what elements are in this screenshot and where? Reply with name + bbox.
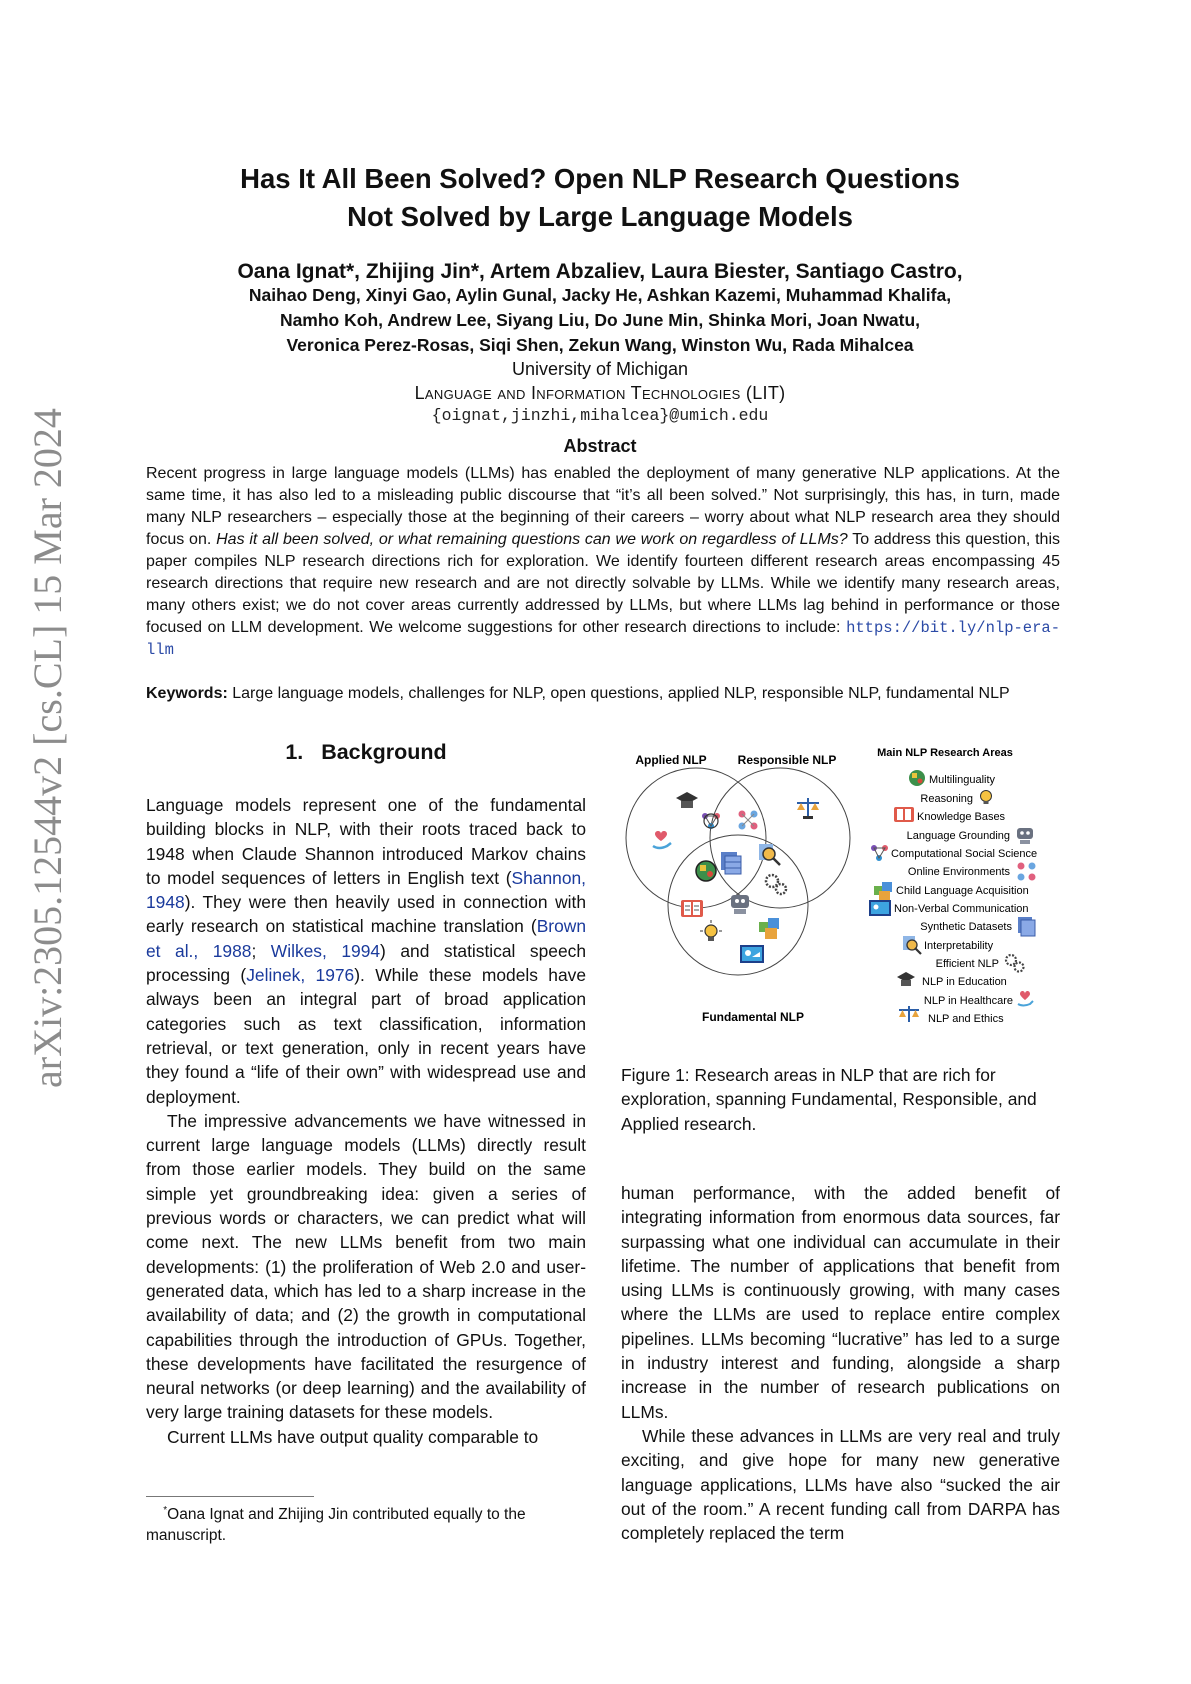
area-reasoning: Reasoning	[920, 793, 973, 805]
footnote-rule	[146, 1496, 314, 1497]
text-run: ). They were then heavily used in connection with early research on statistical machine translation (	[146, 892, 586, 937]
heart-hand-icon	[1018, 991, 1033, 1006]
abstract-question: Has it all been solved, or what remaining questions can we work on regardless of LLMs?	[216, 531, 848, 548]
area-knowledge-bases: Knowledge Bases	[917, 811, 1006, 823]
social-network-icon	[1018, 863, 1036, 881]
area-nlp-and-ethics: NLP and Ethics	[928, 1013, 1004, 1025]
lab-name: Language and Information Technologies (LIT)	[414, 383, 786, 403]
arxiv-identifier: arXiv:2305.12544v2 [cs.CL] 15 Mar 2024	[25, 408, 70, 1088]
authors-line-2: Naihao Deng, Xinyi Gao, Aylin Gunal, Jacky He, Ashkan Kazemi, Muhammad Khalifa,	[248, 285, 952, 305]
venn-icons	[653, 792, 819, 963]
area-multilinguality: Multilinguality	[929, 774, 996, 786]
citation-shannon[interactable]: Shannon, 1948	[146, 867, 586, 913]
legend-title: Main NLP Research Areas	[877, 747, 1013, 759]
applied-label: Applied NLP	[635, 753, 707, 767]
area-nlp-in-healthcare: NLP in Healthcare	[923, 995, 1013, 1007]
robot-icon	[1017, 828, 1033, 844]
paper-title	[150, 160, 1050, 236]
author-emails[interactable]: {oignat,jinzhi,mihalcea}@umich.edu	[431, 406, 769, 425]
area-child-language-acquisition: Child Language Acquisition	[896, 885, 1029, 897]
network-icon	[871, 845, 888, 861]
paragraph-2: The impressive advancements we have witnessed in current large language models (LLMs) directly result from those earlier models. They build on the same simple yet groundbreaking idea: given a series of previous words or characters, we can predict what will come next. The new LLMs benefit from two main developments: (1) the proliferation of Web 2.0 and user-generated data, which has led to a sharp increase in the availability of data; and (2) the growth in computational capabilities through the introduction of GPUs. Together, these developments have facilitated the resurgence of neural networks (or deep learning) and the availability of very large training datasets for these models.	[146, 1110, 586, 1423]
lightbulb-icon	[700, 920, 722, 941]
paragraph-5: While these advances in LLMs are very real and truly exciting, and give hope for many new generative language applications, LLMs have also “sucked the air out of the room.” A recent funding call from DARPA has completely replaced the term	[621, 1425, 1060, 1544]
book-icon	[681, 900, 703, 917]
footnote	[146, 1500, 586, 1546]
affiliation: University of Michigan	[511, 359, 689, 379]
paragraph-3: Current LLMs have output quality comparable to	[167, 1426, 539, 1447]
globe-icon	[696, 861, 716, 881]
responsible-label: Responsible NLP	[737, 753, 837, 767]
area-language-grounding: Language Grounding	[906, 830, 1010, 842]
scales-icon	[899, 1006, 919, 1022]
network-icon	[702, 813, 720, 829]
paragraph-1	[146, 793, 586, 1109]
venn-figure	[621, 740, 1060, 1045]
lightbulb-icon	[981, 791, 992, 805]
applied-circle	[626, 768, 766, 908]
area-synthetic-datasets: Synthetic Datasets	[920, 921, 1012, 933]
authors-line-3: Namho Koh, Andrew Lee, Siyang Liu, Do June Min, Shinka Mori, Joan Nwatu,	[279, 310, 921, 330]
fundamental-label: Fundamental NLP	[701, 1010, 805, 1024]
abc-blocks-icon	[874, 882, 892, 901]
right-column	[621, 1181, 1060, 1545]
paragraph-4: human performance, with the added benefit of integrating information from enormous data sources, far surpassing what one individual can accumulate in their lifetime. The number of applications that benefit from using LLMs is continuously growing, with many cases where the LLMs are used to replace entire complex pipelines. LLMs becoming “lucrative” has led to a surge in industry interest and funding, alongside a sharp increase in the number of research publications on LLMs.	[621, 1183, 1060, 1422]
section-title: Background	[321, 740, 447, 764]
footnote-mark: *	[163, 1505, 168, 1516]
abstract-link[interactable]: https://bit.ly/nlp-era-llm	[146, 619, 1060, 659]
robot-icon	[731, 895, 749, 914]
text-run: ) and statistical speech processing (	[146, 940, 586, 986]
dataset-icon	[721, 852, 741, 874]
area-interpretability: Interpretability	[924, 940, 994, 952]
authors-line-4: Veronica Perez-Rosas, Siqi Shen, Zekun Wang, Winston Wu, Rada Mihalcea	[286, 335, 914, 355]
left-column	[146, 793, 586, 1449]
graduation-cap-icon	[897, 972, 915, 986]
title-line-2: Not Solved by Large Language Models	[347, 201, 853, 232]
area-online-environments: Online Environments	[907, 866, 1010, 878]
scales-icon	[797, 798, 819, 819]
footnote-text: Oana Ignat and Zhijing Jin contributed equally to the manuscript.	[146, 1506, 526, 1545]
areas-legend	[869, 747, 1037, 1025]
venn-diagram	[626, 753, 850, 1024]
abstract-body	[146, 463, 1060, 661]
responsible-circle	[710, 768, 850, 908]
abc-blocks-icon	[759, 918, 779, 939]
book-icon	[894, 807, 914, 822]
gears-icon	[766, 875, 786, 894]
authors-line-1: Oana Ignat*, Zhijing Jin*, Artem Abzaliev, Laura Biester, Santiago Castro,	[237, 260, 963, 283]
dataset-icon	[1018, 917, 1035, 936]
keywords-label: Keywords:	[146, 685, 228, 702]
heart-hand-icon	[653, 831, 671, 848]
text-run: ). While these models have always been an integral part of broad application categories such as text classification, information retrieval, or text generation, only in recent years have they found a “life of their own” with widespread use and deployment.	[146, 965, 587, 1107]
area-non-verbal-communication: Non-Verbal Communication	[894, 903, 1029, 915]
text-run: Language models represent one of the fundamental building blocks in NLP, with their roots traced back to 1948 when Claude Shannon introduced Markov chains to model sequences of letters in English text (	[146, 795, 586, 888]
video-icon	[740, 945, 764, 963]
abstract-text-2: To address this question, this paper compiles NLP research directions rich for exploration. We identify fourteen different research areas encompassing 45 research directions that require new research and are not directly solvable by LLMs. While we identify many research areas, many others exist; we do not cover areas currently addressed by LLMs, but where LLMs lag behind in performance or those focused on LLM development. We welcome suggestions for other research directions to include:	[146, 531, 1060, 636]
citation-wilkes[interactable]: Wilkes, 1994	[270, 940, 381, 961]
section-number: 1.	[285, 740, 304, 764]
title-line-1: Has It All Been Solved? Open NLP Research Questions	[240, 163, 960, 194]
abstract-text-1: Recent progress in large language models (LLMs) has enabled the deployment of many generative NLP applications. At the same time, it has also led to a misleading public discourse that “it’s all been solved.” Not surprisingly, this has, in turn, made many NLP researchers – especially those at the beginning of their careers – worry about what NLP research area they should focus on.	[146, 465, 1060, 548]
keywords	[146, 683, 1060, 705]
social-network-icon	[739, 811, 758, 830]
citation-separator: ;	[251, 940, 271, 961]
figure-caption: Figure 1: Research areas in NLP that are rich for exploration, spanning Fundamental, Responsible, and Applied research.	[621, 1065, 1037, 1134]
section-heading	[146, 740, 586, 765]
area-computational-social-science: Computational Social Science	[891, 848, 1038, 860]
gears-icon	[1006, 955, 1024, 972]
abstract-heading: Abstract	[563, 436, 637, 456]
globe-icon	[909, 770, 925, 786]
magnifier-icon	[903, 936, 921, 954]
video-icon	[869, 900, 891, 916]
keywords-text: Large language models, challenges for NLP, open questions, applied NLP, responsible NLP, fundamental NLP	[232, 685, 1010, 702]
area-nlp-in-education: NLP in Education	[922, 976, 1007, 988]
graduation-cap-icon	[676, 792, 698, 808]
citation-jelinek[interactable]: Jelinek, 1976	[246, 965, 355, 986]
citation-brown[interactable]: Brown et al., 1988	[146, 916, 586, 961]
area-efficient-nlp: Efficient NLP	[935, 958, 999, 970]
